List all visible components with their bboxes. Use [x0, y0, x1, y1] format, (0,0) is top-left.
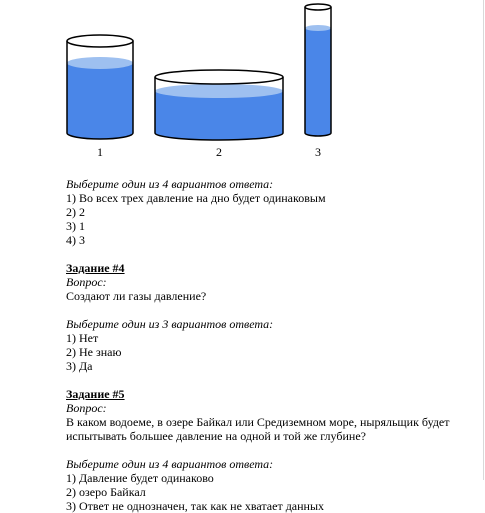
- vessel-1: [67, 35, 133, 139]
- vessel-2: [155, 70, 283, 140]
- questions-text: [66, 177, 476, 513]
- vessel-3-rim: [305, 4, 331, 10]
- vessel-2-rim: [155, 70, 283, 84]
- task5-option-1: 1) Давление будет одинаково: [66, 471, 214, 485]
- vessel-3: [305, 4, 331, 136]
- task4-title: Задание #4: [66, 261, 125, 275]
- task5-question-line-1: В каком водоеме, в озере Байкал или Средиземном море, ныряльщик будет: [66, 415, 450, 429]
- task4-question-label: Вопрос:: [66, 275, 107, 289]
- vessels-figure: [0, 0, 485, 170]
- vessel-1-water: [67, 63, 133, 139]
- task4-option-3: 3) Да: [66, 359, 93, 373]
- task5-question-line-2: испытывать большее давление на одной и той же глубине?: [66, 429, 366, 443]
- spacer: [66, 247, 476, 261]
- task4-option-1: 1) Нет: [66, 331, 99, 345]
- task4-option-2: 2) Не знаю: [66, 345, 122, 359]
- vessel-2-water: [155, 91, 283, 140]
- q3-option-2: 2) 2: [66, 205, 85, 219]
- vessel-label-2: 2: [216, 145, 222, 159]
- spacer: [66, 443, 476, 457]
- task5-question-label: Вопрос:: [66, 401, 107, 415]
- vessel-label-1: 1: [97, 145, 103, 159]
- spacer: [66, 373, 476, 387]
- vessel-1-rim: [67, 35, 133, 47]
- task5-option-3: 3) Ответ не однозначен, так как не хватает данных: [66, 499, 325, 513]
- task4-question: Создают ли газы давление?: [66, 289, 207, 303]
- q3-option-3: 3) 1: [66, 219, 85, 233]
- vessel-2-water-surface: [155, 84, 283, 98]
- q3-instruction: Выберите один из 4 вариантов ответа:: [66, 177, 274, 191]
- task5-title: Задание #5: [66, 387, 125, 401]
- vessel-label-3: 3: [315, 145, 321, 159]
- task5-instruction: Выберите один из 4 вариантов ответа:: [66, 457, 274, 471]
- vessel-3-water: [305, 28, 331, 136]
- vessel-1-water-surface: [67, 57, 133, 69]
- spacer: [66, 303, 476, 317]
- q3-option-4: 4) 3: [66, 233, 85, 247]
- vessel-3-water-surface: [305, 25, 331, 31]
- q3-option-1: 1) Во всех трех давление на дно будет одинаковым: [66, 191, 326, 205]
- task4-instruction: Выберите один из 3 вариантов ответа:: [66, 317, 274, 331]
- task5-option-2: 2) озеро Байкал: [66, 485, 146, 499]
